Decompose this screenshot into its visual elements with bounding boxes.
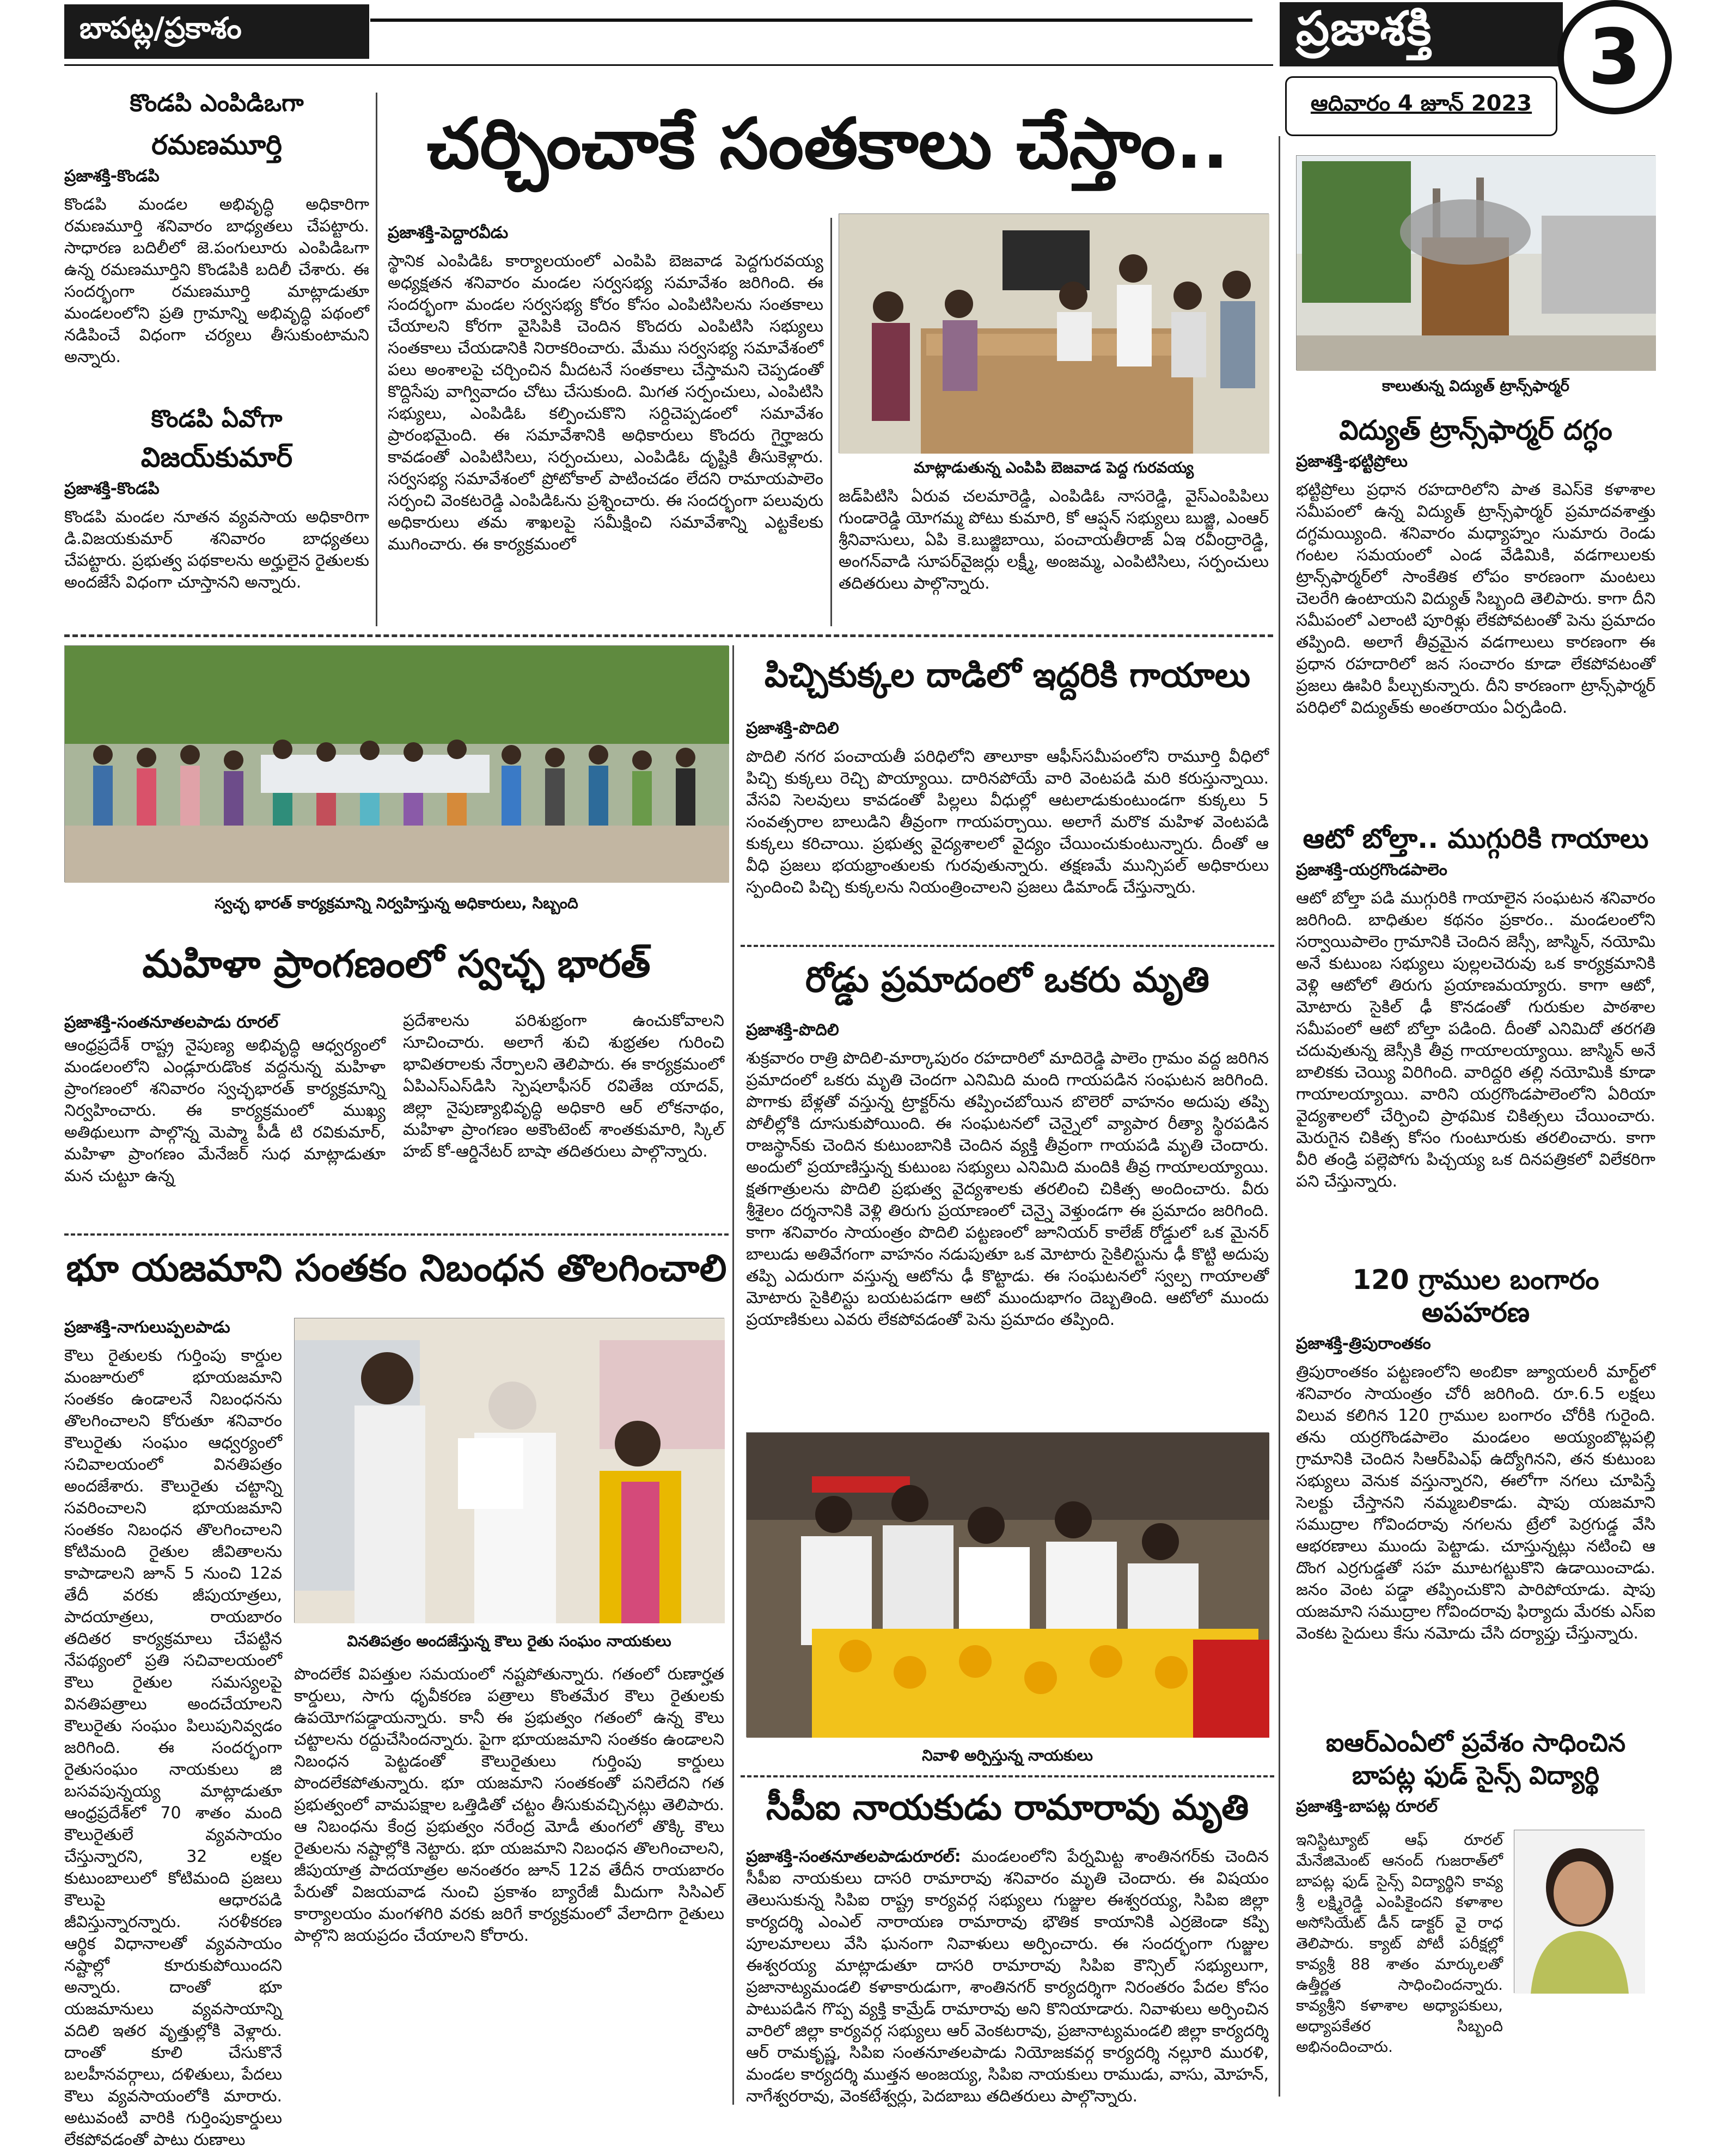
swachh-photo-caption: స్వచ్ఛ భారత్ కార్యక్రమాన్ని నిర్వహిస్తున్న అధికారులు, సిబ్బంది [215, 894, 578, 912]
column-rule [732, 645, 734, 2105]
article-kondapi-ao [64, 403, 369, 594]
article-kondapi-mpdo [64, 87, 369, 368]
transformer-illustration [1297, 156, 1656, 371]
swachh-article-col1 [64, 1035, 386, 1187]
headline-line2: బాపట్ల ఫుడ్ సైన్స్ విద్యార్థి [1352, 1761, 1599, 1790]
portrait-illustration [1514, 1830, 1645, 1994]
tenant-headline: భూ యజమాని సంతకం నిబంధన తొలగించాలి [66, 1247, 727, 1290]
article-body: పొందలేక విపత్తుల సమయంలో నష్టపోతున్నారు. గతంలో రుణార్హత కార్డులు, సాగు ధృవీకరణ పత్రాలు కొంతమేర కౌలు రైతులకు ఉపయోగపడ్డాయన్నారు. కానీ ఈ ప్రభుత్వం గతంలో ఉన్న కౌలు చట్టాలను రద్దుచేసిందన్నారు. పైగా భూయజమాని సంతకం ఉండాలని నిబంధన పెట్టడంతో కౌలురైతులు గుర్తింపు కార్డులు పొందలేకపోతున్నారు. భూ యజమాని సంతకంతో పనిలేదని గత ప్రభుత్వంలో వామపక్షాల ఒత్తిడితో చట్టం తీసుకువచ్చినట్లు తెలిపారు. ఆ నిబంధను కేంద్ర ప్రభుత్వం నరేంద్ర మోడీ తుంగలో తొక్కి కౌలు రైతులను నష్టాల్లోకి నెట్టారు. భూ యజమాని నిబంధన తొలగించాలని, జీపుయాత్ర పాదయాత్రల అనంతరం జూన్ 12వ తేదీన రాయబారం పేరుతో విజయవాడ నుంచి ప్రకాశం బ్యారేజీ మీదుగా సిసిఎల్ కార్యాలయం మంగళగిరి వరకు జరిగే కార్యక్రమంలో వేలాదిగా రైతులు పాల్గొని జయప్రదం చేయాలని కోరారు. [294, 1665, 724, 1945]
article-body: పొదిలి నగర పంచాయతీ పరిధిలోని తాలూకా ఆఫీస్‌సమీపంలోని రామూర్తి వీధిలో పిచ్చి కుక్కలు రెచ్చి పొయ్యాయి. దారినపోయే వారి వెంటపడి మరి కరుస్తున్నాయి. వేసవి సెలవులు కావడంతో పిల్లలు వీధుల్లో ఆటలాడుకుంటుండగా కుక్కలు 5 సంవత్సరాల బాలుడిని తీవ్రంగా గాయపర్చాయి. అలాగే మరొక మహిళ వెంటపడి కుక్కలు కరిచాయి. ప్రభుత్వ వైద్యశాలలో వైద్యం చేయించుకుంటున్నారు. దీంతో ఆ వీధి ప్రజలు భయభ్రాంతులకు గురవుతున్నారు. తక్షణమే మున్సిపల్ అధికారులు స్పందించి పిచ్చి కుక్కలను నియంత్రించాలని ప్రజలు డిమాండ్ చేస్తున్నారు. [746, 747, 1269, 897]
tenant-article-col2 [294, 1664, 724, 1947]
byline: ప్రజాశక్తి-పొదిలి [746, 719, 839, 738]
article-body: స్థానిక ఎంపిడిఓ కార్యాలయంలో ఎంపిపి బెజవాడ పెద్దగురవయ్య అధ్యక్షతన శనివారం మండల సర్వసభ్య సమావేశం జరిగింది. ఈ సందర్భంగా మండల సర్వసభ్య కోరం కోసం ఎంపిటిసిలను సంతకాలు చేయాలని కోరగా వైసిపికి చెందిన కొందరు ఎంపిటిసి సభ్యులు సంతకాలు చేయడానికి నిరాకరించారు. మేము సర్వసభ్య సమావేశంలో పలు అంశాలపై చర్చించిన మీదటనే సంతకాలు చేస్తామని చెప్పడంతో కొద్దిసేపు వాగ్వివాదం చోటు చేసుకుంది. మిగత సర్పంచులు, ఎంపిటిసి సభ్యులు, ఎంపిడిఓ కల్పించుకొని సర్దిచెప్పడంలో సమావేశం ప్రారంభమైంది. ఈ సమావేశానికి అధికారులు కొందరు గైర్హాజరు కావడంతో ఎంపిటిసిలు, సర్పంచులు, ఎంపిడిఓ దృష్టికి తీసుకెళ్లారు. సర్వసభ్య సమావేశంలో ప్రోటోకాల్ పాటించడం లేదని రామాయపాలెం సర్పంచి వెంకటరెడ్డి ఎంపిడిఓను ప్రశ్నించారు. ఈ సందర్భంగా పలువురు అధికారులు తమ శాఖలపై సమీక్షించి సమావేశాన్ని ఎట్టకేలకు ముగించారు. ఈ కార్యక్రమంలో [388, 252, 823, 554]
lead-photo-caption: మాట్లాడుతున్న ఎంపిపి బెజవాడ పెద్ద గురవయ్య [913, 459, 1194, 476]
section-divider [64, 1233, 729, 1236]
byline: ప్రజాశక్తి-కొండపి [64, 167, 160, 186]
byline: ప్రజాశక్తి-భట్టిప్రోలు [1296, 452, 1408, 471]
page-number-badge: 3 [1557, 0, 1672, 114]
headline: సీపీఐ నాయకుడు రామారావు మృతి [766, 1788, 1249, 1828]
article-irma [1296, 1726, 1655, 1824]
headline: రమణమూర్తి [151, 129, 282, 161]
headline: ఆటో బోల్తా.. ముగ్గురికి గాయాలు [1303, 823, 1649, 854]
column-rule [830, 218, 832, 626]
byline: ప్రజాశక్తి-త్రిపురాంతకం [1296, 1334, 1431, 1353]
headline: రోడ్డు ప్రమాదంలో ఒకరు మృతి [805, 960, 1209, 1000]
byline: ప్రజాశక్తి-బాపట్ల రూరల్ [1296, 1797, 1438, 1816]
column-rule [1279, 136, 1280, 2097]
article-body: ఇనిస్టిట్యూట్ ఆఫ్ రూరల్ మేనేజిమెంట్ ఆనంద్ గుజరాత్‌లో బాపట్ల ఫుడ్ సైన్స్ విద్యార్థిని కావ్య శ్రీ లక్ష్మిరెడ్డి ఎంపికైందని కళాశాల అసోసియేట్ డీన్ డాక్టర్ వై రాధ తెలిపారు. క్యాట్ పోటీ పరీక్షల్లో కావ్యశ్రీ 88 శాతం మార్కులతో ఉత్తీర్ణత సాధించిందన్నారు. కావ్యశ్రీని కళాశాల అధ్యాపకులు, అధ్యాపకేతర సిబ్బంది అభినందించారు. [1296, 1831, 1503, 2056]
transformer-photo-caption: కాలుతున్న విద్యుత్ ట్రాన్స్‌ఫార్మర్ [1382, 377, 1569, 395]
byline: ప్రజాశక్తి-పొదిలి [746, 1020, 839, 1040]
byline: ప్రజాశక్తి-యర్రగొండపాలెం [1296, 860, 1447, 879]
article-body: ప్రదేశాలను పరిశుభ్రంగా ఉంచుకోవాలని సూచించారు. అలాగే శుచి శుభ్రతల గురించి భావితరాలకు నేర్పాలని తెలిపారు. ఈ కార్యక్రమంలో ఏపిఎస్‌ఎస్‌డిసి స్పెషలాఫీసర్ రవితేజ యాదవ్, జిల్లా నైపుణ్యాభివృద్ధి అధికారి ఆర్ లోకనాథం, మహిళా ప్రాంగణం అకౌంటెంట్ శాంతకుమారి, స్కిల్ హబ్ కో-ఆర్డినేటర్ బాషా తదితరులు పాల్గొన్నారు. [403, 1011, 724, 1161]
headline: పిచ్చికుక్కల దాడిలో ఇద్దరికి గాయాలు [764, 655, 1251, 695]
headline: విద్యుత్ ట్రాన్స్‌ఫార్మర్ దగ్ధం [1339, 414, 1612, 446]
article-body [746, 1846, 1269, 2107]
student-portrait [1514, 1830, 1645, 1993]
cpi-photo-caption: నివాళి అర్పిస్తున్న నాయకులు [922, 1746, 1093, 1764]
article-gold [1296, 1263, 1655, 1645]
article-auto [1296, 822, 1655, 1193]
article-road [746, 958, 1269, 1331]
article-irma-body [1296, 1830, 1503, 2057]
section-divider [741, 945, 1274, 947]
cpi-photo [746, 1432, 1269, 1737]
headline-kicker: కొండపి ఏవోగా [151, 405, 283, 433]
tenant-article-col1 [64, 1312, 282, 2151]
article-dogs [746, 653, 1269, 899]
tenant-photo-caption: వినతిపత్రం అందజేస్తున్న కౌలు రైతు సంఘం నాయకులు [347, 1632, 671, 1650]
article-cpi [746, 1786, 1269, 2107]
lead-headline: చర్చించాకే సంతకాలు చేస్తాం.. [426, 103, 1229, 185]
lead-photo [839, 213, 1269, 453]
section-divider [741, 1775, 1274, 1777]
byline: ప్రజాశక్తి-సంతనూతలపాడు రూరల్ [64, 1013, 279, 1032]
swachh-headline: మహిళా ప్రాంగణంలో స్వచ్ఛ భారత్ [142, 942, 651, 986]
header-rule-lower [64, 64, 1273, 66]
headline-kicker: కొండపి ఎంపిడిఒగా [130, 89, 304, 117]
article-body: త్రిపురాంతకం పట్టణంలోని అంబికా జ్యూయలరీ మార్ట్‌లో శనివారం సాయంత్రం చోరీ జరిగింది. రూ.6.5 లక్షలు విలువ కలిగిన 120 గ్రాముల బంగారం చోరీకి గురైంది. తను యర్రగొండపాలెం మండలం అయ్యంబొట్లపల్లి గ్రామానికి చెందిన సిఆర్‌పిఎఫ్ ఉద్యోగినని, తన కుటుంబ సభ్యులు వెనుక వస్తున్నారని, ఈలోగా నగలు చూపిస్తే సెలక్టు చేస్తానని నమ్మబలికాడు. షాపు యజమాని సముద్రాల గోవిందరావు నగలను ట్రేలో పెర్రగుడ్డ వేసి ఆభరణాలు ముందు పెట్టాడు. చూస్తున్నట్లు నటించి ఆ దొంగ ఎర్రగుడ్డతో సహ మూటగట్టుకొని ఉడాయించాడు. జనం వెంట పడ్డా తప్పించుకొని పారిపోయాడు. షాపు యజమాని సముద్రాల గోవిందరావు ఫిర్యాదు మేరకు ఎస్‌ఐ వెంకట సైదులు కేసు నమోదు చేసి దర్యాప్తు చేస్తున్నారు. [1296, 1362, 1655, 1643]
article-body: జడ్‌పిటిసి ఏరువ చలమారెడ్డి, ఎంపిడిఓ నాసరెడ్డి, వైస్‌ఎంపిపిలు గుండారెడ్డి యోగమ్మ పోటు కుమారి, కో ఆప్షన్ సభ్యులు బుజ్జి, ఎంఆర్ శ్రీనివాసులు, ఏపి కె.బుజ్జిబాయి, పంచాయతీరాజ్ ఏఇ రవీంద్రారెడ్డి, అంగన్‌వాడి సూపర్‌వైజర్లు లక్ష్మీ, అంజమ్మ, ఎంపిటిసిలు, సర్పంచులు తదితరులు పాల్గొన్నారు. [839, 487, 1269, 593]
article-body: ఆంధ్రప్రదేశ్ రాష్ట్ర నైపుణ్య అభివృద్ధి ఆధ్వర్యంలో మండలంలోని ఎండ్లూరుడొంక వద్దనున్న మహిళా ప్రాంగణంలో శనివారం స్వచ్ఛభారత్ కార్యక్రమాన్ని నిర్వహించారు. ఈ కార్యక్రమంలో ముఖ్య అతిథులుగా పాల్గొన్న మెప్మా పీడీ టి రవికుమార్, మహిళా ప్రాంగణం మేనేజర్ సుధ మాట్లాడుతూ మన చుట్టూ ఉన్న [64, 1036, 386, 1186]
section-divider [64, 634, 1273, 637]
article-text: మండలంలోని పేర్నమిట్ట శాంతినగర్‌కు చెందిన సీపీఐ నాయకులు దాసరి రామారావు శనివారం మృతి చెందారు. ఈ విషయం తెలుసుకున్న సిపిఐ రాష్ట్ర కార్యవర్గ సభ్యులు గుజ్జుల ఈశ్వరయ్య, సిపిఐ జిల్లా కార్యదర్శి ఎంఎల్ నారాయణ రామారావు భౌతిక కాయానికి ఎర్రజెండా కప్పి పూలమాలలు వేసి ఘనంగా నివాళులు అర్పించారు. ఈ సందర్భంగా గుజ్జుల ఈశ్వరయ్య మాట్లాడుతూ దాసరి రామారావు సిపిఐ కౌన్సిల్ సభ్యులుగా, ప్రజానాట్యమండలి కళాకారుడుగా, శాంతినగర్ కార్యదర్శిగా నిరంతరం పేదల కోసం పాటుపడిన గొప్ప వ్యక్తి కామ్రేడ్ రామారావు అని కొనియాడారు. నివాళులు అర్పించిన వారిలో జిల్లా కార్యవర్గ సభ్యులు ఆర్ వెంకటరావు, ప్రజానాట్యమండలి జిల్లా కార్యదర్శి ఆర్ రామకృష్ణ, సిపిఐ సంతనూతలపాడు నియోజకవర్గ కార్యదర్శి నల్లూరి మురళి, మండల కార్యదర్శి ముత్తన అంజయ్య, సిపిఐ నాయకులు రాముడు, వాసు, మోహన్, నాగేశ్వరరావు, వెంకటేశ్వర్లు, పెదబాబు తదితరులు పాల్గొన్నారు. [746, 1847, 1269, 2106]
swachh-article-col2 [403, 1010, 724, 1163]
swachh-photo [64, 645, 729, 882]
meeting-photo-illustration [839, 214, 1269, 454]
group-photo-illustration [65, 646, 729, 883]
headline: 120 గ్రాముల బంగారం అపహరణ [1352, 1264, 1599, 1328]
article-body: కొండపి మండల అభివృద్ధి అధికారిగా రమణమూర్తి శనివారం బాధ్యతలు చేపట్టారు. సాధారణ బదిలీలో జె.పంగులూరు ఎంపిడిఒగా ఉన్న రమణమూర్తిని కొండపికి బదిలీ చేశారు. ఈ సందర్భంగా రమణమూర్తి మాట్లాడుతూ మండలంలోని ప్రతి గ్రామాన్ని అభివృద్ధి పథంలో నడిపించే విధంగా చర్యలు తీసుకుంటామని అన్నారు. [64, 195, 369, 366]
article-transformer [1296, 414, 1655, 719]
byline: ప్రజాశక్తి-సంతనూతలపాడురూరల్: [746, 1847, 961, 1866]
article-body: భట్టిప్రోలు ప్రధాన రహదారిలోని పాత కెఎస్‌కె కళాశాల సమీపంలో ఉన్న విద్యుత్ ట్రాన్స్‌ఫార్మర్ ప్రమాదవశాత్తు దగ్ధమయ్యింది. శనివారం మధ్యాహ్నం సుమారు రెండు గంటల సమయంలో ఎండ వేడిమికి, వడగాలులకు ట్రాన్స్‌ఫార్మర్‌లో సాంకేతిక లోపం కారణంగా మంటలు చెలరేగి ఉంటాయని విద్యుత్ సిబ్బంది తెలిపారు. కాగా దీని సమీపంలో ఎలాంటి పూరిళ్లు లేకపోవటంతో పెను ప్రమాదం తప్పింది. అలాగే తీవ్రమైన వడగాలులు కారణంగా ఈ ప్రధాన రహదారిలో జన సంచారం కూడా లేకపోవటంతో ప్రజలు ఊపిరి పీల్చుకున్నారు. దీని కారణంగా ట్రాన్స్‌ఫార్మర్ పరిధిలో విద్యుత్‌కు అంతరాయం ఏర్పడింది. [1296, 480, 1655, 717]
headline-line1: ఐఆర్‌ఎంఏలో ప్రవేశం సాధించిన [1325, 1728, 1626, 1757]
tribute-photo-illustration [747, 1433, 1269, 1738]
article-body: శుక్రవారం రాత్రి పొదిలి-మార్కాపురం రహదారిలో మాదిరెడ్డి పాలెం గ్రామం వద్ద జరిగిన ప్రమాదంలో ఒకరు మృతి చెందగా ఎనిమిది మంది గాయపడిన సంఘటన జరిగింది. పొగాకు బేళ్లతో వస్తున్న ట్రాక్టర్‌ను తప్పించబోయిన బొలెరో వాహనం అదుపు తప్పి పోలీల్లోకి దూసుకుపోయింది. ఈ సంఘటనలో చెన్నైలో వ్యాపార రీత్యా స్థిరపడిన రాజస్థాన్‌కు చెందిన కుటుంబానికి చెందిన వ్యక్తి తీవ్రంగా గాయపడి మృతి చెందారు. అందులో ప్రయాణిస్తున్న కుటుంబ సభ్యులు ఎనిమిది మందికి తీవ్ర గాయాలయ్యాయి. క్షతగాత్రులను పొదిలి ప్రభుత్వ వైద్యశాలకు తరలించి చికిత్స అందించారు. వీరు శ్రీశైలం దర్శనానికి వెళ్లి తిరుగు ప్రయాణంలో చెన్నై వెళ్తుండగా ఈ ప్రమాదం జరిగింది. కాగా శనివారం సాయంత్రం పొదిలి పట్టణంలో జూనియర్ కాలేజ్ రోడ్డులో ఒక మైనర్ బాలుడు అతివేగంగా వాహనం నడుపుతూ ఒక మోటారు సైకిలిస్టును ఢీ కొట్టి అదుపు తప్పి ఎదురుగా వస్తున్న ఆటోను ఢీ కొట్టాడు. ఈ సంఘటనలో స్వల్ప గాయాలతో మోటారు సైకిలిస్టు బయటపడగా ఆటో ముందుభాగం దెబ్బతింది. ఆటోలో ముందు ప్రయాణికులు ఎవరు లేకపోవడంతో పెను ప్రమాదం తప్పింది. [746, 1049, 1269, 1329]
byline: ప్రజాశక్తి-కొండపి [64, 479, 160, 498]
header-rule [370, 19, 1252, 22]
transformer-photo [1296, 155, 1655, 370]
memorandum-photo-illustration [295, 1318, 725, 1623]
lead-article-col2 [839, 486, 1269, 595]
brand-logo: ప్రజాశక్తి [1280, 2, 1563, 66]
lead-article-col1 [388, 218, 823, 555]
dateline: ఆదివారం 4 జూన్ 2023 [1285, 76, 1557, 136]
byline: ప్రజాశక్తి-పెద్దారవీడు [388, 223, 509, 242]
column-rule [376, 93, 377, 626]
byline: ప్రజాశక్తి-నాగులుప్పలపాడు [64, 1318, 230, 1337]
article-body: కౌలు రైతులకు గుర్తింపు కార్డుల మంజూరులో భూయజమాని సంతకం ఉండాలనే నిబంధనను తొలగించాలని కోరుతూ శనివారం కౌలురైతు సంఘం ఆధ్వర్యంలో సచివాలయంలో వినతిపత్రం అందజేశారు. కౌలురైతు చట్టాన్ని సవరించాలని భూయజమాని సంతకం నిబంధన తొలగించాలని కోటిమంది రైతుల జీవితాలను కాపాడాలని జూన్ 5 నుంచి 12వ తేదీ వరకు జీపుయాత్రలు, పాదయాత్రలు, రాయబారం తదితర కార్యక్రమాలు చేపట్టిన నేపథ్యంలో ప్రతి సచివాలయంలో కౌలు రైతుల సమస్యలపై వినతిపత్రాలు అందచేయాలని కౌలురైతు సంఘం పిలుపునివ్వడం జరిగింది. ఈ సందర్భంగా రైతుసంఘం నాయకులు జి బసవపున్నయ్య మాట్లాడుతూ ఆంధ్రప్రదేశ్‌లో 70 శాతం మంది కౌలురైతులే వ్యవసాయం చేస్తున్నారని, 32 లక్షల కుటుంబాలులో కోటిమంది ప్రజలు కౌలుపై ఆధారపడి జీవిస్తున్నారన్నారు. సరళీకరణ ఆర్థిక విధానాలతో వ్యవసాయం నష్టాల్లో కూరుకుపోయిందని అన్నారు. దాంతో భూ యజమానులు వ్యవసాయాన్ని వదిలి ఇతర వృత్తుల్లోకి వెళ్లారు. దాంతో కూలి చేసుకొనే బలహీనవర్గాలు, దళితులు, పేదలు కౌలు వ్యవసాయంలోకి మారారు. అటువంటి వారికి గుర్తింపుకార్డులు లేకపోవడంతో పాటు రుణాలు [64, 1346, 282, 2149]
section-label: బాపట్ల/ప్రకాశం [64, 4, 369, 59]
article-body: ఆటో బోల్తా పడి ముగ్గురికి గాయాలైన సంఘటన శనివారం జరిగింది. బాధితుల కథనం ప్రకారం.. మండలంలోని సర్వాయిపాలెం గ్రామానికి చెందిన జెస్సీ, జాస్మిన్, నయోమి అనే కుటుంబ సభ్యులు పుల్లలచెరువు ఒక కార్యక్రమానికి వెళ్లి ఆటోలో తిరుగు ప్రయాణమయ్యారు. కాగా ఆటో, మోటారు సైకిల్ ఢీ కొనడంతో గురుకుల పాఠశాల సమీపంలో ఆటో బోల్తా పడింది. దీంతో ఎనిమిదో తరగతి చదువుతున్న జెస్సీకి తీవ్ర గాయాలయ్యాయి. జాస్మిన్ అనే బాలికకు చెయ్యి విరిగింది. వారిద్దరి తల్లి నయోమికి కూడా గాయాలయ్యాయి. వారిని యర్రగొండపాలెంలోని ఏరియా వైద్యశాలలో చేర్పించి ప్రాథమిక చికిత్సలు చేయించారు. మెరుగైన చికిత్స కోసం గుంటూరుకు తరలించారు. కాగా వీరి తండ్రి పల్లెపోగు పిచ్చయ్య ఒక దినపత్రికలో విలేకరిగా పని చేస్తున్నారు. [1296, 889, 1655, 1191]
headline: విజయ్‌కుమార్ [140, 442, 293, 473]
tenant-photo [294, 1318, 724, 1623]
article-body: కొండపి మండల నూతన వ్యవసాయ అధికారిగా డి.విజయకుమార్ శనివారం బాధ్యతలు చేపట్టారు. ప్రభుత్వ పథకాలను అర్హులైన రైతులకు అందజేసే విధంగా చూస్తానని అన్నారు. [64, 508, 369, 592]
